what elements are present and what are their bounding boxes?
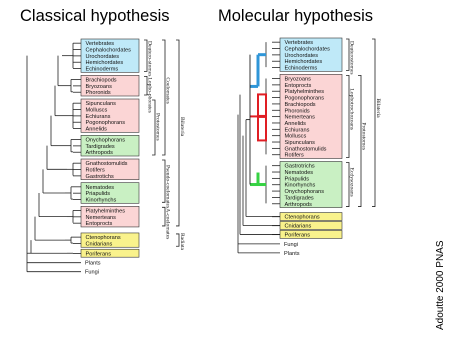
taxon-label: Gnathostomulids <box>284 146 327 153</box>
taxon-label: Cephalochordates <box>85 47 131 54</box>
taxon-label: Molluscs <box>85 107 108 114</box>
protostomes-label: Protostomes <box>360 122 367 151</box>
taxon-label: Poriferans <box>85 251 111 258</box>
taxon-label: Arthropods <box>284 201 312 208</box>
taxon-label: Tardigrades <box>85 143 115 150</box>
taxon-label: Gastrotrichs <box>284 163 315 170</box>
classical-tree <box>27 39 185 276</box>
taxon-label: Pogonophorans <box>284 95 325 102</box>
taxon-label: Annelids <box>284 120 306 127</box>
taxon-label: Platyhelminthes <box>85 208 125 215</box>
taxon-label: Vertebrates <box>284 40 314 47</box>
taxon-label: Entoprocts <box>284 82 312 89</box>
deuterostomes-label: Deutero-stomes <box>146 41 153 77</box>
lophophorates-label: Lopho-phorates <box>146 77 153 113</box>
ecdysozoans-label: Ecdysozoans <box>348 167 355 197</box>
taxon-label: Sipunculans <box>284 140 315 147</box>
taxon-label: Annelids <box>85 126 107 133</box>
taxon-label: Kinorhynchs <box>284 182 316 189</box>
taxon-label: Priapulids <box>284 176 310 183</box>
taxon-label: Phoronids <box>284 108 310 115</box>
source-credit: Adoutte 2000 PNAS <box>435 240 446 330</box>
taxon-label: Fungi <box>284 241 298 248</box>
taxon-label: Onychophorans <box>85 137 125 144</box>
bilateria-bracket <box>372 39 375 207</box>
coelomates-label: Coelomates <box>164 77 171 104</box>
taxon-label: Entoprocts <box>85 221 113 228</box>
taxon-label: Pogonophorans <box>85 120 126 127</box>
taxon-label: Echiurans <box>85 113 111 120</box>
taxon-label: Hemichordates <box>284 59 323 66</box>
taxon-label: Cnidarians <box>284 223 312 230</box>
bilateria-label: Bilateria <box>375 98 381 118</box>
taxon-label: Platyhelminthes <box>284 89 324 96</box>
deuterostomes-label: Deuterostomes <box>348 41 355 75</box>
taxon-label: Cephalochordates <box>284 46 330 53</box>
taxon-label: Gnathostomulids <box>85 161 128 168</box>
lophotrochozoans-label: Lophotrochozoans <box>348 88 355 130</box>
classical-title: Classical hypothesis <box>20 7 170 25</box>
taxon-label: Onychophorans <box>284 189 324 196</box>
molecular-title: Molecular hypothesis <box>218 7 373 25</box>
taxon-label: Gastrotichs <box>85 173 114 180</box>
taxon-label: Plants <box>284 250 300 257</box>
taxon-label: Echinoderms <box>284 65 318 72</box>
taxon-label: Echinoderms <box>85 66 119 73</box>
taxon-label: Urochordates <box>85 53 120 60</box>
taxon-label: Bryozoans <box>284 76 311 83</box>
taxon-label: Rotifers <box>284 152 304 159</box>
bilateria-bracket <box>176 40 179 226</box>
taxon-label: Nematodes <box>284 170 314 177</box>
taxon-label: Fungi <box>85 269 99 276</box>
taxon-label: Brachiopods <box>284 101 316 108</box>
pseudocoelomates-label: Pseudo-coelomates <box>164 165 171 209</box>
taxon-label: Priapulids <box>85 191 111 198</box>
taxon-label: Brachiopods <box>85 77 117 84</box>
taxon-label: Kinorhynchs <box>85 197 117 204</box>
protostomes-label: Protostomes <box>154 113 161 141</box>
taxon-label: Poriferans <box>284 232 310 239</box>
taxon-label: Cnidarians <box>85 241 113 248</box>
taxon-label: Arthropods <box>85 150 113 157</box>
taxon-label: Bryozoans <box>85 83 112 90</box>
taxon-label: Plants <box>85 260 101 267</box>
radiata-label: Radiata <box>179 232 185 251</box>
taxon-label: Nemerteans <box>284 114 315 121</box>
radiata-bracket <box>176 234 179 246</box>
taxon-label: Vertebrates <box>85 41 115 48</box>
molecular-tree <box>238 38 381 257</box>
taxon-label: Nematodes <box>85 184 115 191</box>
taxon-label: Ctenophorans <box>85 235 121 242</box>
taxon-label: Ctenophorans <box>284 214 320 221</box>
taxon-label: Tardigrades <box>284 195 314 202</box>
taxon-label: Rotifers <box>85 167 105 174</box>
acoelomates-label: A-coelomates <box>164 208 171 240</box>
taxon-label: Urochordates <box>284 52 319 59</box>
taxon-label: Sipunculans <box>85 101 116 108</box>
taxon-label: Hemichordates <box>85 60 124 67</box>
taxon-label: Phoronids <box>85 90 111 97</box>
taxon-label: Echiurans <box>284 127 310 134</box>
taxon-label: Molluscs <box>284 133 307 140</box>
bilateria-label: Bilateria <box>179 117 185 137</box>
taxon-label: Nemerteans <box>85 214 116 221</box>
